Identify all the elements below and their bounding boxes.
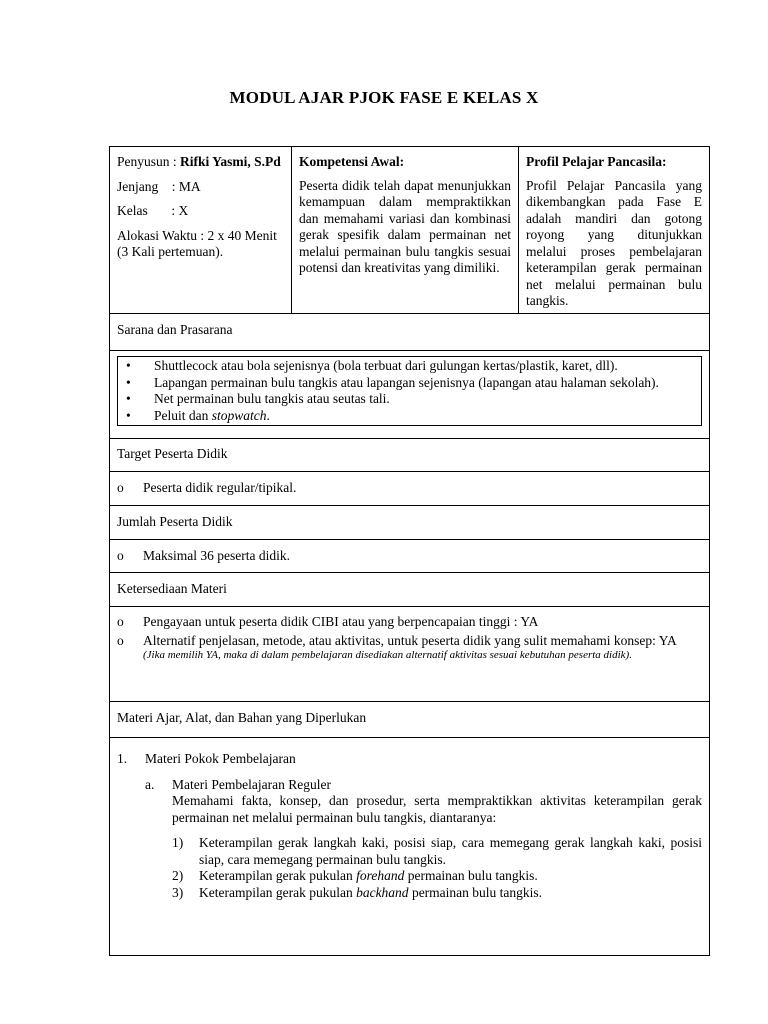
kelas-line: Kelas : X (117, 203, 189, 218)
ketersediaan-heading-row (110, 572, 709, 606)
author-label: Penyusun : (117, 154, 181, 169)
list-item: • Lapangan permainan bulu tangkis atau lapangan sejenisnya (lapangan atau halaman sekolah). (126, 374, 659, 390)
letter-marker: a. (145, 776, 155, 792)
list-item: 3) Keterampilan gerak pukulan backhand permainan bulu tangkis. (172, 884, 543, 900)
circle-marker: o (117, 632, 124, 648)
lettered-item: a. Materi Pembelajaran Reguler (145, 776, 331, 792)
author-line (117, 154, 284, 171)
kompetensi-heading: Kompetensi Awal: (299, 154, 405, 169)
circle-marker: o (117, 614, 124, 629)
list-item: • Shuttlecock atau bola sejenisnya (bola terbuat dari gulungan kertas/plastik, karet, dll). (126, 358, 618, 373)
list-item: • Peluit dan stopwatch. (126, 407, 270, 423)
bullet-marker: • (126, 374, 131, 390)
target-heading-row (110, 438, 709, 471)
list-item: • Net permainan bulu tangkis atau seutas tali. (126, 391, 390, 406)
jumlah-heading-row (110, 505, 709, 539)
list-item: 1) Keterampilan gerak langkah kaki, posisi siap, cara memegang gerak langkah kaki, posisi siap, cara memegang permainan bulu tangkis. (172, 835, 702, 867)
profil-cell (519, 147, 709, 313)
jenjang-line: Jenjang : MA (117, 178, 201, 194)
list-item: 2) Keterampilan gerak pukulan forehand permainan bulu tangkis. (172, 868, 538, 883)
sarana-list-row (110, 350, 709, 438)
list-item: o Pengayaan untuk peserta didik CIBI atau yang berpencapaian tinggi : YA (117, 614, 539, 629)
sarana-heading-row (110, 313, 709, 350)
number-marker: 3) (172, 884, 184, 900)
target-item-row (110, 471, 709, 505)
materi-body-row (110, 737, 709, 955)
materi-heading-row (110, 701, 709, 737)
module-table (109, 146, 710, 956)
sarana-heading: Sarana dan Prasarana (117, 322, 233, 337)
availability-note: (Jika memilih YA, maka di dalam pembelajaran disediakan alternatif aktivitas sesuai kebutuhan peserta didik). (143, 649, 632, 661)
list-item: o Alternatif penjelasan, metode, atau aktivitas, untuk peserta didik yang sulit memahami konsep: YA (117, 632, 677, 648)
profil-text: Profil Pelajar Pancasila yang dikembangkan pada Fase E adalah mandiri dan gotong royong yang ditunjukkan melalui proses pembelajaran keterampilan gerak permainan net melalui permainan bulu tangkis. (526, 177, 702, 308)
kompetensi-text: Peserta didik telah dapat menunjukkan kemampuan dalam mempraktikkan dan memahami variasi dan kombinasi gerak spesifik dalam permainan net melalui permainan bulu tangkis sesuai potensi dan kreativitas yang dimiliki. (299, 177, 511, 275)
materi-heading: Materi Ajar, Alat, dan Bahan yang Diperlukan (117, 710, 367, 725)
author-cell (110, 147, 292, 313)
list-item: o Maksimal 36 peserta didik. (117, 548, 290, 563)
materi-description: Memahami fakta, konsep, dan prosedur, serta mempraktikkan aktivitas keterampilan gerak permainan net melalui permainan bulu tangkis, diantaranya: (172, 793, 702, 825)
number-marker: 1. (117, 751, 128, 766)
numbered-item: 1. Materi Pokok Pembelajaran (117, 751, 296, 766)
ketersediaan-heading: Ketersediaan Materi (117, 581, 227, 596)
ketersediaan-list-row (110, 606, 709, 701)
bullet-marker: • (126, 407, 131, 423)
list-item: o Peserta didik regular/tipikal. (117, 480, 297, 495)
sarana-list (117, 356, 702, 426)
kompetensi-cell (292, 147, 519, 313)
number-marker: 1) (172, 835, 184, 850)
number-marker: 2) (172, 868, 184, 883)
profil-heading: Profil Pelajar Pancasila: (526, 154, 667, 169)
jumlah-heading: Jumlah Peserta Didik (117, 514, 233, 529)
author-name: Rifki Yasmi, S.Pd (180, 154, 281, 169)
bullet-marker: • (126, 358, 131, 373)
target-heading: Target Peserta Didik (117, 446, 228, 461)
bullet-marker: • (126, 391, 131, 406)
circle-marker: o (117, 548, 124, 563)
document-title: MODUL AJAR PJOK FASE E KELAS X (229, 88, 539, 107)
circle-marker: o (117, 480, 124, 495)
alokasi-line: Alokasi Waktu : 2 x 40 Menit (3 Kali pertemuan). (117, 227, 277, 259)
jumlah-item-row (110, 539, 709, 572)
identity-row (110, 147, 709, 313)
